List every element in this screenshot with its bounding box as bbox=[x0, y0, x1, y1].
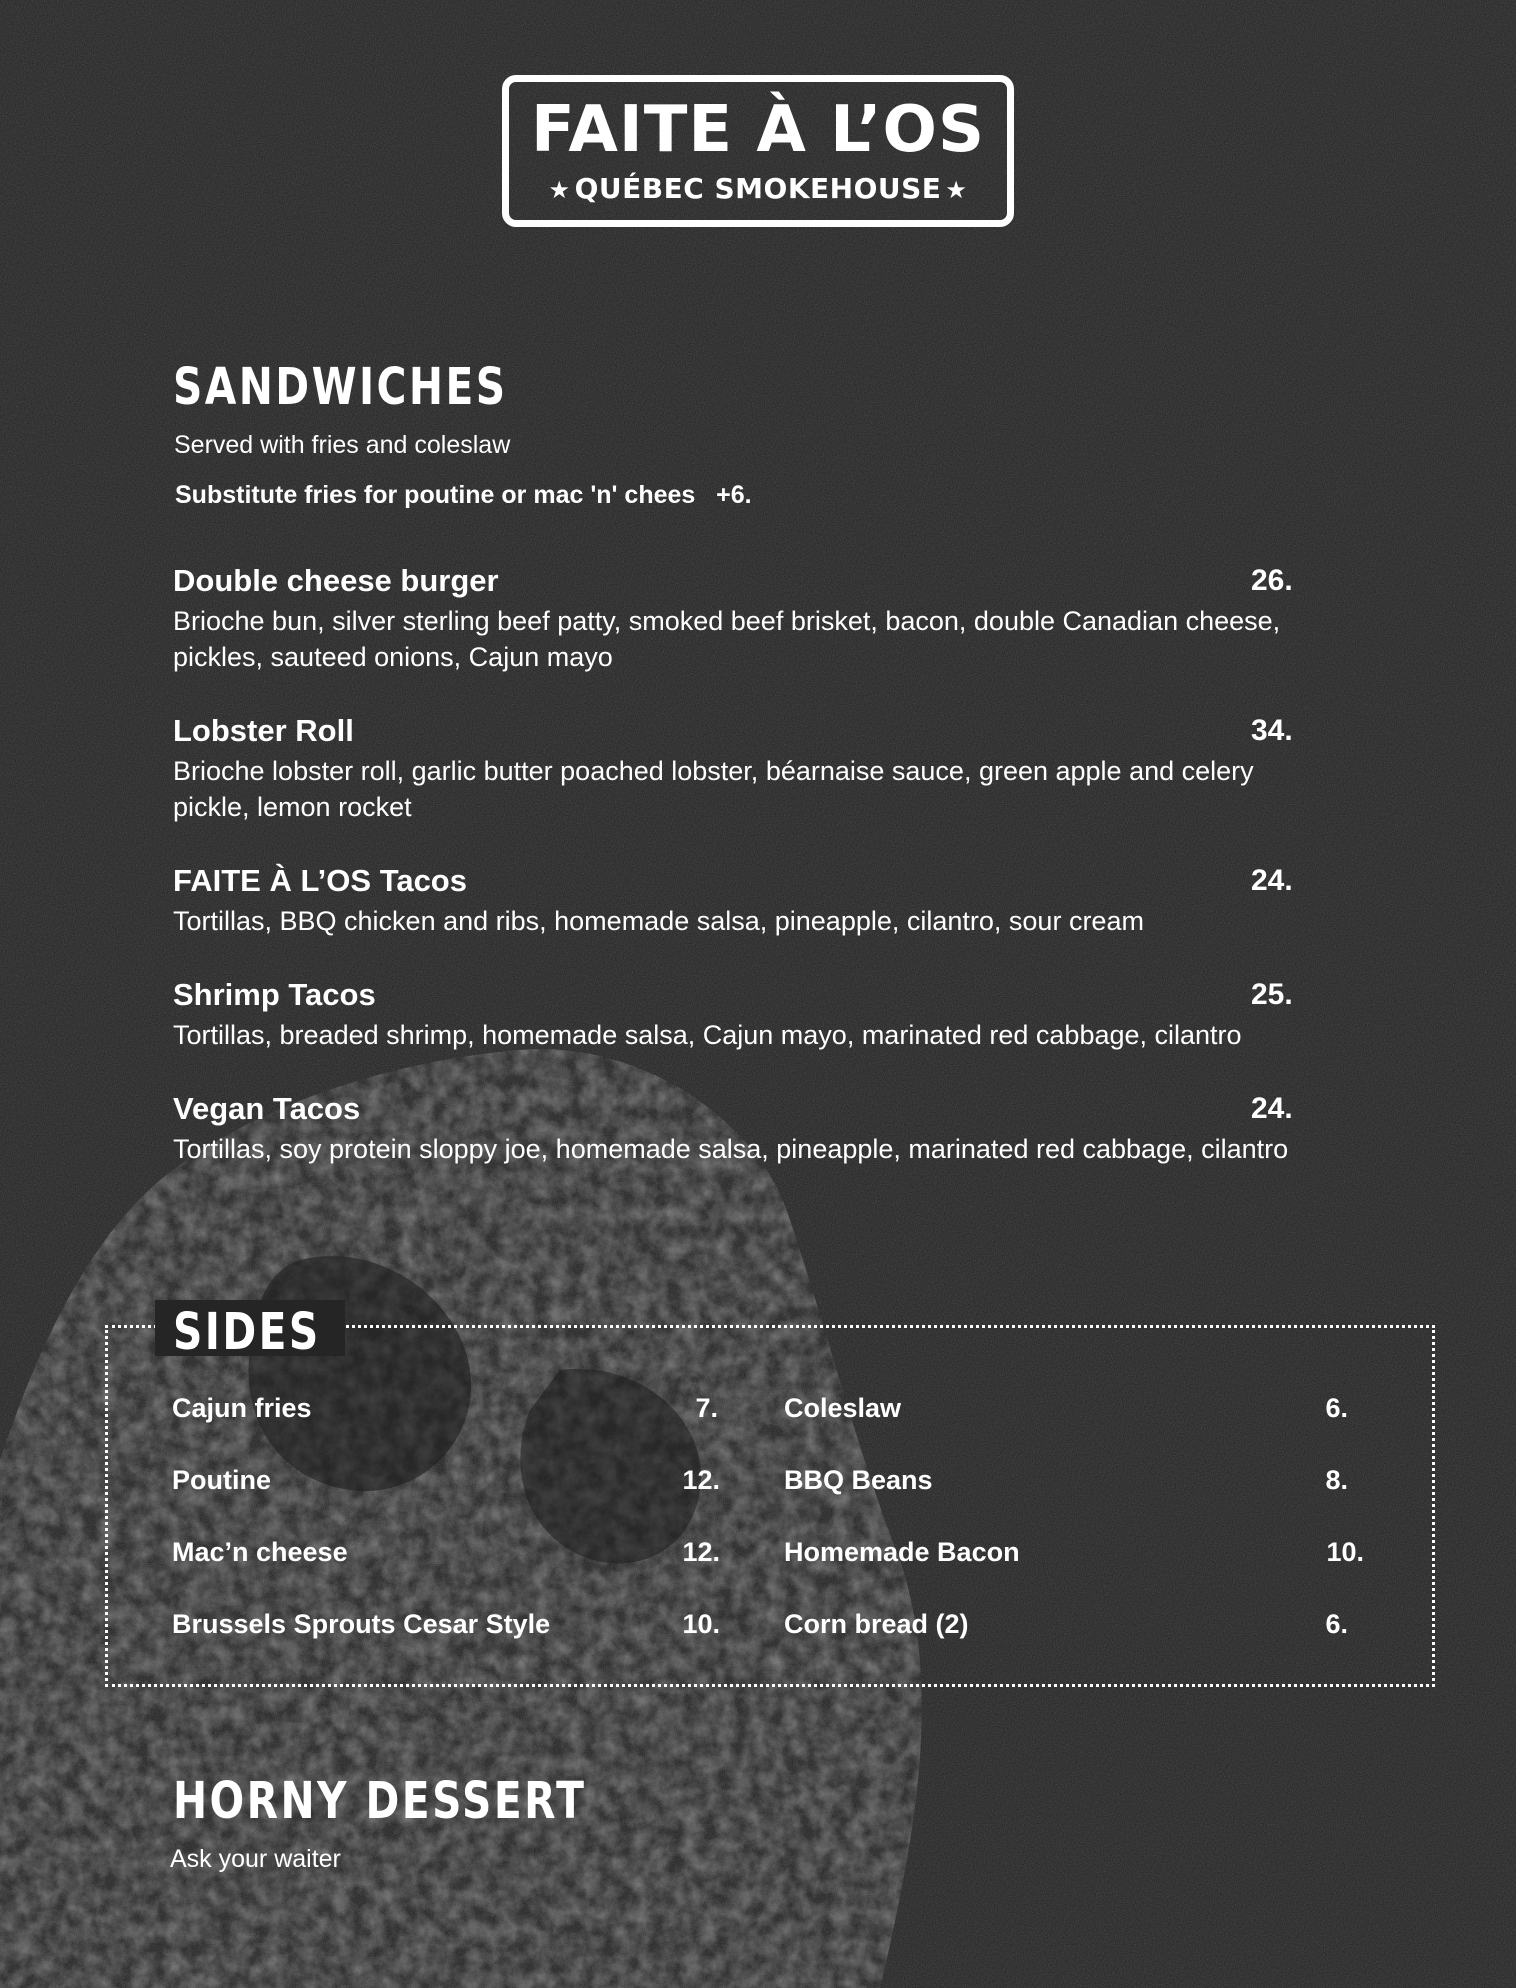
menu-item-name: Vegan Tacos bbox=[173, 1091, 361, 1126]
menu-item-name: Lobster Roll bbox=[173, 713, 354, 748]
side-item-name: Brussels Sprouts Cesar Style bbox=[172, 1609, 551, 1639]
side-item-price: 10. bbox=[682, 1609, 720, 1639]
menu-item-name: FAITE À L’OS Tacos bbox=[173, 863, 467, 898]
menu-item-price: 25. bbox=[1251, 978, 1293, 1011]
logo-title: FAITE À L’OS bbox=[530, 93, 986, 167]
logo-subtitle bbox=[509, 172, 1007, 205]
side-item-name: Corn bread (2) bbox=[784, 1609, 969, 1639]
menu-item-name: Double cheese burger bbox=[173, 563, 499, 598]
menu-item-price: 24. bbox=[1251, 864, 1293, 897]
sides-title: SIDES bbox=[173, 1303, 321, 1362]
sandwiches-title: SANDWICHES bbox=[173, 358, 508, 417]
side-item-price: 10. bbox=[1326, 1537, 1364, 1567]
menu-item-price: 26. bbox=[1251, 564, 1293, 597]
side-item-name: Homemade Bacon bbox=[784, 1537, 1020, 1567]
side-item-name: Mac’n cheese bbox=[172, 1537, 348, 1567]
side-item-price: 8. bbox=[1325, 1465, 1348, 1495]
dessert-title: HORNY DESSERT bbox=[173, 1772, 587, 1831]
dessert-note: Ask your waiter bbox=[170, 1845, 341, 1873]
substitute-text: Substitute fries for poutine or mac 'n' chees bbox=[175, 481, 696, 509]
star-icon: ★ bbox=[548, 176, 571, 204]
side-item-price: 6. bbox=[1325, 1609, 1348, 1639]
menu-item-price: 24. bbox=[1251, 1092, 1293, 1125]
menu-item-description: Tortillas, soy protein sloppy joe, homemade salsa, pineapple, marinated red cabbage, cilantro bbox=[173, 1134, 1289, 1164]
logo-subtitle-text: QUÉBEC SMOKEHOUSE bbox=[574, 172, 942, 205]
side-item-price: 7. bbox=[695, 1393, 718, 1423]
side-item-price: 12. bbox=[682, 1537, 720, 1567]
star-icon: ★ bbox=[945, 176, 968, 204]
menu-item-description: Tortillas, BBQ chicken and ribs, homemade salsa, pineapple, cilantro, sour cream bbox=[173, 906, 1144, 936]
restaurant-logo bbox=[502, 75, 1014, 227]
menu-item-description: Brioche bun, silver sterling beef patty, smoked beef brisket, bacon, double Canadian cheese, pickles, sauteed onions, Cajun mayo bbox=[173, 606, 1281, 672]
substitute-price: +6. bbox=[716, 481, 752, 509]
side-item-price: 12. bbox=[682, 1465, 720, 1495]
sandwiches-served-note: Served with fries and coleslaw bbox=[174, 431, 511, 459]
sandwiches-substitute-note bbox=[175, 480, 752, 510]
menu-item-name: Shrimp Tacos bbox=[173, 977, 376, 1012]
side-item-name: Poutine bbox=[172, 1465, 271, 1495]
side-item-name: BBQ Beans bbox=[784, 1465, 933, 1495]
side-item-price: 6. bbox=[1325, 1393, 1348, 1423]
side-item-name: Cajun fries bbox=[172, 1393, 312, 1423]
menu-item-price: 34. bbox=[1251, 714, 1293, 747]
menu-item-description: Tortillas, breaded shrimp, homemade salsa, Cajun mayo, marinated red cabbage, cilantro bbox=[173, 1020, 1242, 1050]
side-item-name: Coleslaw bbox=[784, 1393, 902, 1423]
menu-item-description: Brioche lobster roll, garlic butter poached lobster, béarnaise sauce, green apple and celery pickle, lemon rocket bbox=[173, 756, 1254, 822]
